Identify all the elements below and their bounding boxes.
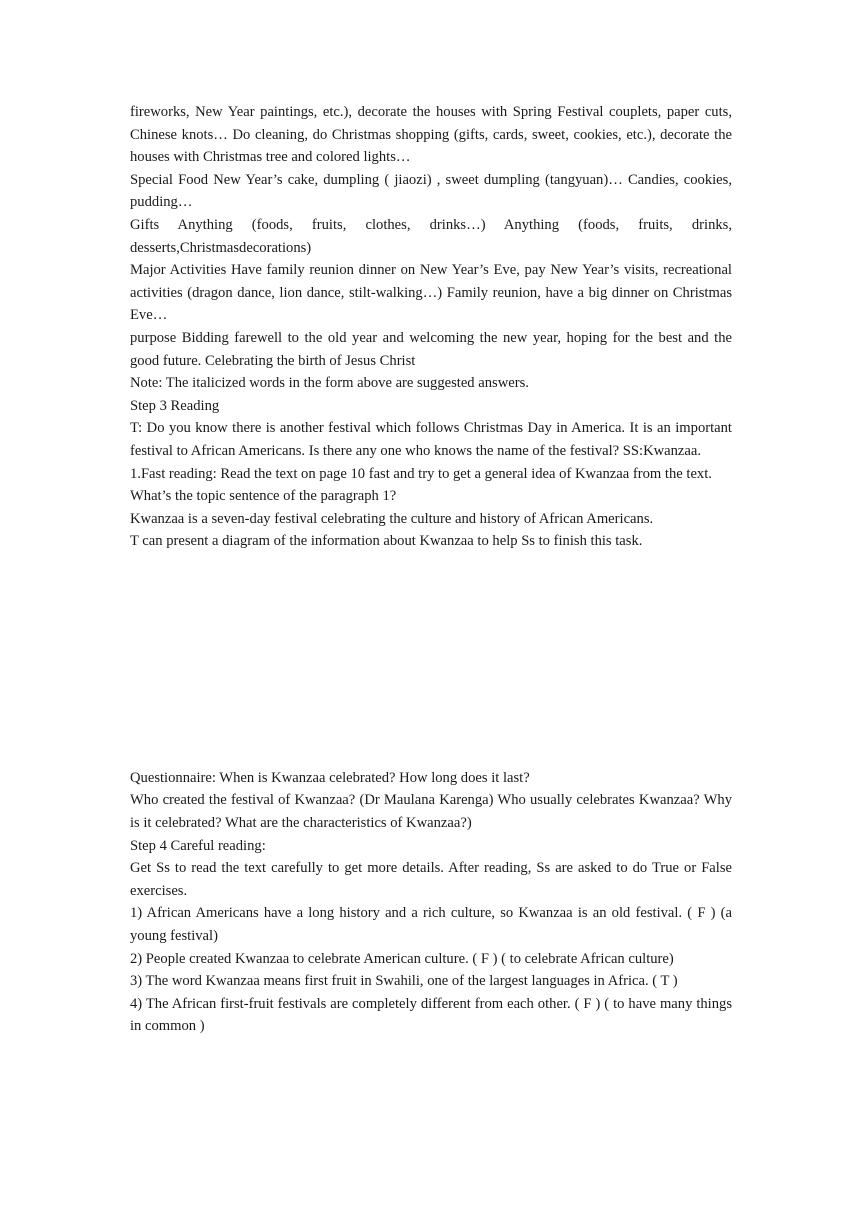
- paragraph-topic-question: What’s the topic sentence of the paragraph 1?: [130, 488, 397, 505]
- heading-step-3: Step 3 Reading: [130, 397, 220, 414]
- exercise-item-3: 3) The word Kwanzaa means first fruit in Swahili, one of the largest languages in Africa. ( T ): [130, 973, 678, 990]
- paragraph-gifts: Gifts Anything (foods, fruits, clothes, drinks…) Anything (foods, fruits, drinks, desserts,Christmasdecorations): [130, 216, 732, 256]
- paragraph-diagram-note: T can present a diagram of the information about Kwanzaa to help Ss to finish this task.: [130, 533, 643, 550]
- paragraph-careful-reading: Get Ss to read the text carefully to get more details. After reading, Ss are asked to do True or False exercises.: [130, 860, 732, 899]
- paragraph-preparation: fireworks, New Year paintings, etc.), decorate the houses with Spring Festival couplets, paper cuts, Chinese knots… Do cleaning, do Christmas shopping (gifts, cards, sweet, cookies, etc.), decorate the houses with Christmas tree and colored lights…: [130, 104, 732, 166]
- exercise-item-1: 1) African Americans have a long history and a rich culture, so Kwanzaa is an old festival. ( F ) (a young festival): [130, 905, 732, 945]
- blank-diagram-area: [130, 553, 732, 767]
- paragraph-fast-reading: 1.Fast reading: Read the text on page 10 fast and try to get a general idea of Kwanzaa from the text.: [130, 465, 712, 482]
- exercise-item-4: 4) The African first-fruit festivals are completely different from each other. ( F ) ( to have many things in common ): [130, 995, 732, 1035]
- document-page: [130, 101, 732, 1038]
- paragraph-major-activities: Major Activities Have family reunion dinner on New Year’s Eve, pay New Year’s visits, recreational activities (dragon dance, lion dance, stilt-walking…) Family reunion, have a big dinner on Christmas Eve…: [130, 262, 732, 324]
- paragraph-special-food: Special Food New Year’s cake, dumpling ( jiaozi) , sweet dumpling (tangyuan)… Candies, cookies, pudding…: [130, 171, 732, 211]
- paragraph-questions: Who created the festival of Kwanzaa? (Dr Maulana Karenga) Who usually celebrates Kwanzaa? Why is it celebrated? What are the characteristics of Kwanzaa?): [130, 792, 732, 832]
- paragraph-purpose: purpose Bidding farewell to the old year and welcoming the new year, hoping for the best and the good future. Celebrating the birth of Jesus Christ: [130, 329, 732, 369]
- paragraph-teacher-question: T: Do you know there is another festival which follows Christmas Day in America. It is an important festival to African Americans. Is there any one who knows the name of the festival? SS:Kwanzaa.: [130, 420, 732, 459]
- heading-step-4: Step 4 Careful reading:: [130, 837, 266, 854]
- exercise-item-2: 2) People created Kwanzaa to celebrate American culture. ( F ) ( to celebrate African culture): [130, 950, 674, 967]
- paragraph-topic-answer: Kwanzaa is a seven-day festival celebrating the culture and history of African Americans.: [130, 510, 654, 527]
- paragraph-questionnaire: Questionnaire: When is Kwanzaa celebrated? How long does it last?: [130, 769, 530, 786]
- paragraph-note: Note: The italicized words in the form above are suggested answers.: [130, 375, 529, 392]
